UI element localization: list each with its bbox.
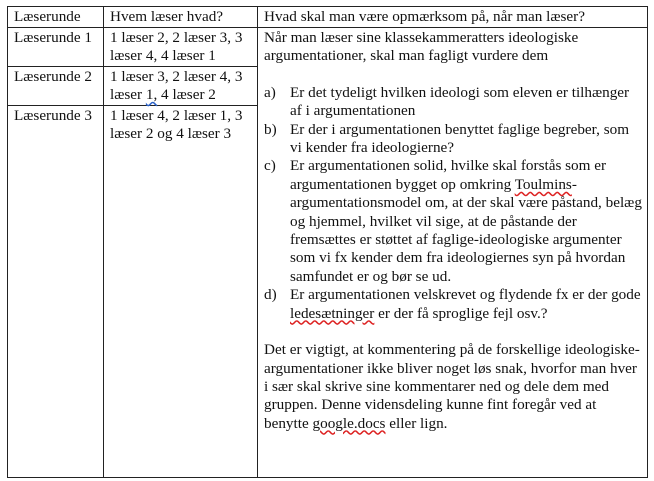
spellcheck-flagged-word: Toulmins [514, 175, 572, 193]
list-item-text: Er der i argumentationen benyttet faglige begreber, som vi kender fra ideologierne? [290, 120, 630, 157]
closing-text: Det er vigtigt, at kommentering på de forskellige ideologiske-argumentationer ikke bliver noget løs snak, hvorfor man hver i sær skal skrive sine kommentarer ned og dele dem med gruppen. Denne vidensdeling kunne fint foregår ved at benytte [264, 341, 640, 432]
list-item-text-cont: -argumentationsmodel om, at der skal være påstand, belæg og hjemmel, hvilket vil sige, at de påstande der fremsættes er støttet af faglige-ideologiske argumenter som vi fx kender dem fra ideologiernes syn på hvordan samfundet er og bør se ud. [290, 175, 642, 285]
header-who-reads: Hvem læser hvad? [104, 7, 258, 28]
round-1-label: Læserunde 1 [8, 28, 104, 67]
table-header-row [8, 7, 648, 28]
list-marker: b) [264, 120, 277, 138]
list-item [264, 286, 643, 323]
reading-rounds-table [7, 6, 648, 478]
grammar-flagged-text: 1, [145, 86, 158, 104]
assignment-text: 1 læser 3, 2 læser 4, 3 læser [110, 67, 243, 104]
spellcheck-flagged-word: ledesætninger [290, 304, 375, 322]
round-3-assignments: 1 læser 4, 2 læser 1, 3 læser 2 og 4 læser 3 [104, 105, 258, 477]
guidance-list [264, 84, 643, 323]
round-1-assignments: 1 læser 2, 2 læser 3, 3 læser 4, 4 læser 1 [104, 28, 258, 67]
list-marker: c) [264, 157, 276, 175]
spellcheck-flagged-word: google.docs [312, 414, 386, 432]
table-row [8, 28, 648, 67]
round-2-assignments [104, 66, 258, 105]
list-marker: a) [264, 83, 276, 101]
round-3-label: Læserunde 3 [8, 105, 104, 477]
list-item-text: Er argumentationen solid, hvilke skal forstås som er argumentationen bygget op omkring [290, 157, 607, 193]
list-marker: d) [264, 286, 277, 304]
list-item-text-cont: er der få sproglige fejl osv.? [374, 304, 548, 322]
list-item [264, 157, 643, 286]
header-guidance: Hvad skal man være opmærksom på, når man læser? [258, 7, 648, 28]
guidance-closing [264, 341, 643, 433]
list-item [264, 121, 643, 158]
guidance-cell [258, 28, 648, 478]
round-2-label: Læserunde 2 [8, 66, 104, 105]
guidance-intro: Når man læser sine klassekammeratters ideologiske argumentationer, skal man fagligt vurdere dem [264, 29, 579, 65]
list-item-text: Er det tydeligt hvilken ideologi som eleven er tilhænger af i argumentationen [290, 83, 630, 120]
closing-text-cont: eller lign. [385, 414, 448, 432]
assignment-text-cont: 4 læser 2 [157, 86, 216, 104]
list-item-text: Er argumentationen velskrevet og flydende fx er der gode [290, 286, 641, 304]
header-round: Læserunde [8, 7, 104, 28]
list-item [264, 84, 643, 121]
